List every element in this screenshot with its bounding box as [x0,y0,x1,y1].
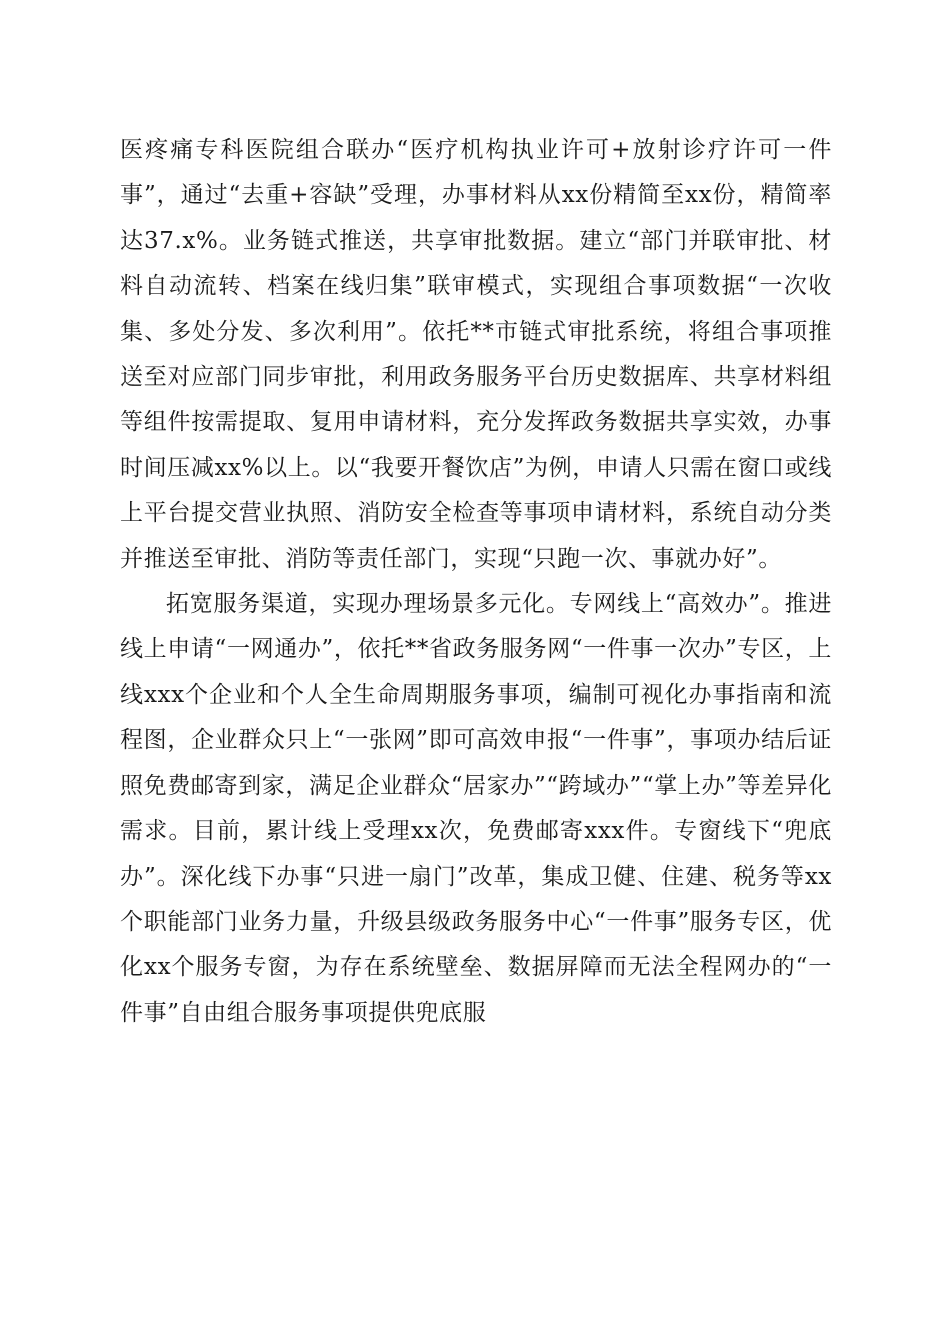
paragraph-service-channels: 拓宽服务渠道，实现办理场景多元化。专网线上“高效办”。推进线上申请“一网通办”，依托**省政务服务网“一件事一次办”专区，上线xxx个企业和个人全生命周期服务事项，编制可视化办事指南和流程图，企业群众只上“一张网”即可高效申报“一件事”，事项办结后证照免费邮寄到家，满足企业群众“居家办”“跨域办”“掌上办”等差异化需求。目前，累计线上受理xx次，免费邮寄xxx件。专窗线下“兜底办”。深化线下办事“只进一扇门”改革，集成卫健、住建、税务等xx个职能部门业务力量，升级县级政务服务中心“一件事”服务专区，优化xx个服务专窗，为存在系统壁垒、数据屏障而无法全程网办的“一件事”自由组合服务事项提供兜底服 [120,591,832,1026]
paragraph-continued: 医疼痛专科医院组合联办“医疗机构执业许可+放射诊疗许可一件事”，通过“去重+容缺”受理，办事材料从xx份精简至xx份，精简率达37.x%。业务链式推送，共享审批数据。建立“部门并联审批、材料自动流转、档案在线归集”联审模式，实现组合事项数据“一次收集、多处分发、多次利用”。依托**市链式审批系统，将组合事项推送至对应部门同步审批，利用政务服务平台历史数据库、共享材料组等组件按需提取、复用申请材料，充分发挥政务数据共享实效，办事时间压减xx%以上。以“我要开餐饮店”为例，申请人只需在窗口或线上平台提交营业执照、消防安全检查等事项申请材料，系统自动分类并推送至审批、消防等责任部门，实现“只跑一次、事就办好”。 [120,137,832,572]
document-body [120,128,832,1036]
